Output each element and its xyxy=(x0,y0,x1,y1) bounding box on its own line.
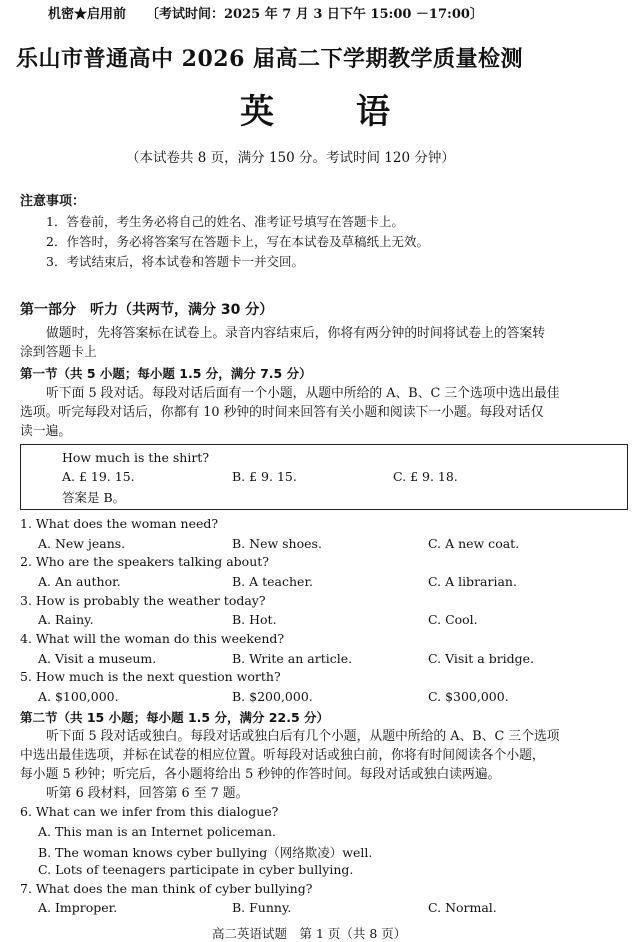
section1-line3: 读一遍。 xyxy=(20,424,72,439)
q2-option-a: A. An author. xyxy=(38,574,121,589)
notes-heading: 注意事项： xyxy=(20,194,86,209)
section2-line3: 每小题 5 秒钟；听完后，各小题将给出 5 秒钟的作答时间。每段对话或独白读两遍。 xyxy=(20,767,501,782)
example-option-c: C. £ 9. 18. xyxy=(393,469,458,484)
exam-time: 〔考试时间：2025 年 7 月 3 日下午 15:00 －17:00〕 xyxy=(146,7,483,22)
question-4: 4. What will the woman do this weekend? xyxy=(20,631,285,646)
question-5: 5. How much is the next question worth? xyxy=(20,669,281,684)
question-3: 3. How is probably the weather today? xyxy=(20,593,266,608)
part1-intro-line1: 做题时，先将答案标在试卷上。录音内容结束后，你将有两分钟的时间将试卷上的答案转 xyxy=(46,326,546,341)
q1-option-a: A. New jeans. xyxy=(38,536,126,551)
q5-option-c: C. $300,000. xyxy=(428,689,509,704)
q4-option-b: B. Write an article. xyxy=(232,651,353,666)
q5-option-a: A. $100,000. xyxy=(38,689,119,704)
q4-option-a: A. Visit a museum. xyxy=(38,651,157,666)
q3-option-c: C. Cool. xyxy=(428,612,478,627)
q2-option-b: B. A teacher. xyxy=(232,574,314,589)
exam-title: 乐山市普通高中 2026 届高二下学期教学质量检测 xyxy=(16,46,524,72)
note-item-3: 3．考试结束后，将本试卷和答题卡一并交回。 xyxy=(46,254,304,269)
question-1: 1. What does the woman need? xyxy=(20,516,219,531)
section1-line2: 选项。听完每段对话后，你都有 10 秒钟的时间来回答有关小题和阅读下一小题。每段对话仅 xyxy=(20,405,544,420)
note-item-1: 1．答卷前，考生务必将自己的姓名、准考证号填写在答题卡上。 xyxy=(46,214,404,229)
exam-info: （本试卷共 8 页，满分 150 分。考试时间 120 分钟） xyxy=(126,150,455,166)
q6-option-b: B. The woman knows cyber bullying（网络欺凌）well. xyxy=(38,845,373,860)
q7-option-b: B. Funny. xyxy=(232,900,292,915)
section1-title: 第一节（共 5 小题；每小题 1.5 分，满分 7.5 分） xyxy=(20,366,312,381)
part1-intro-line2: 涂到答题卡上 xyxy=(20,345,97,360)
q7-option-a: A. Improper. xyxy=(38,900,118,915)
subject-char-2: 语 xyxy=(356,92,390,132)
page-footer: 高二英语试题 第 1 页（共 8 页） xyxy=(212,926,407,941)
section2-title: 第二节（共 15 小题；每小题 1.5 分，满分 22.5 分） xyxy=(20,710,329,725)
section2-line2: 中选出最佳选项，并标在试卷的相应位置。听每段对话或独白前，你将有时间阅读各个小题， xyxy=(20,748,545,763)
example-question: How much is the shirt? xyxy=(62,450,210,465)
q2-option-c: C. A librarian. xyxy=(428,574,517,589)
question-6: 6. What can we infer from this dialogue? xyxy=(20,804,279,819)
q6-option-a: A. This man is an Internet policeman. xyxy=(38,824,277,839)
section2-material: 听第 6 段材料，回答第 6 至 7 题。 xyxy=(46,786,249,801)
q1-option-b: B. New shoes. xyxy=(232,536,322,551)
q3-option-b: B. Hot. xyxy=(232,612,277,627)
example-option-a: A. £ 19. 15. xyxy=(62,469,135,484)
section1-line1: 听下面 5 段对话。每段对话后面有一个小题，从题中所给的 A、B、C 三个选项中选出最佳 xyxy=(46,386,560,401)
question-2: 2. Who are the speakers talking about? xyxy=(20,554,269,569)
example-option-b: B. £ 9. 15. xyxy=(232,469,297,484)
q4-option-c: C. Visit a bridge. xyxy=(428,651,535,666)
confidential-label: 机密★启用前 xyxy=(48,7,127,22)
part1-title: 第一部分 听力（共两节，满分 30 分） xyxy=(20,302,274,318)
question-7: 7. What does the man think of cyber bullying? xyxy=(20,881,313,896)
section2-line1: 听下面 5 段对话或独白。每段对话或独白后有几个小题，从题中所给的 A、B、C 三个选项 xyxy=(46,729,560,744)
q3-option-a: A. Rainy. xyxy=(38,612,94,627)
q5-option-b: B. $200,000. xyxy=(232,689,313,704)
q7-option-c: C. Normal. xyxy=(428,900,497,915)
example-answer: 答案是 B。 xyxy=(62,490,126,505)
subject-char-1: 英 xyxy=(240,92,274,132)
q1-option-c: C. A new coat. xyxy=(428,536,520,551)
note-item-2: 2．作答时，务必将答案写在答题卡上，写在本试卷及草稿纸上无效。 xyxy=(46,234,429,249)
q6-option-c: C. Lots of teenagers participate in cyber bullying. xyxy=(38,862,354,877)
